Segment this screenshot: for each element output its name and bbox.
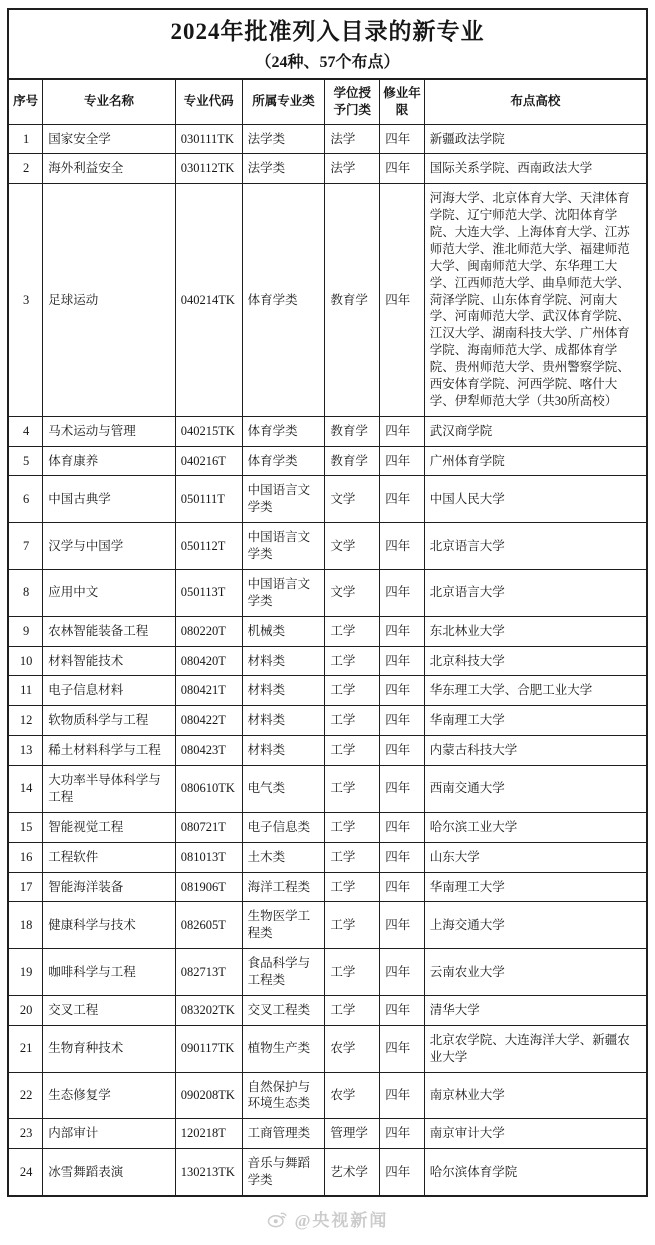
- cell-degree: 工学: [325, 995, 380, 1025]
- cell-degree: 教育学: [325, 416, 380, 446]
- header-cell-6: 布点高校: [424, 79, 646, 124]
- cell-degree: 工学: [325, 736, 380, 766]
- cell-category: 体育学类: [242, 446, 325, 476]
- cell-years: 四年: [380, 124, 425, 154]
- cell-degree: 管理学: [325, 1119, 380, 1149]
- table-row: [9, 154, 646, 184]
- table-row: [9, 476, 646, 523]
- cell-schools: 上海交通大学: [424, 902, 646, 949]
- cell-no: 12: [9, 706, 43, 736]
- cell-no: 18: [9, 902, 43, 949]
- cell-schools: 国际关系学院、西南政法大学: [424, 154, 646, 184]
- cell-category: 材料类: [242, 646, 325, 676]
- cell-code: 030112TK: [175, 154, 242, 184]
- table-row: [9, 184, 646, 416]
- cell-name: 健康科学与技术: [43, 902, 175, 949]
- cell-years: 四年: [380, 995, 425, 1025]
- cell-years: 四年: [380, 154, 425, 184]
- cell-years: 四年: [380, 646, 425, 676]
- cell-schools: 华南理工大学: [424, 706, 646, 736]
- cell-schools: 清华大学: [424, 995, 646, 1025]
- cell-category: 材料类: [242, 736, 325, 766]
- cell-degree: 文学: [325, 523, 380, 570]
- table-row: [9, 949, 646, 996]
- cell-no: 23: [9, 1119, 43, 1149]
- cell-years: 四年: [380, 1025, 425, 1072]
- weibo-icon: [267, 1209, 289, 1228]
- cell-code: 040214TK: [175, 184, 242, 416]
- cell-name: 国家安全学: [43, 124, 175, 154]
- cell-schools: 南京林业大学: [424, 1072, 646, 1119]
- cell-name: 足球运动: [43, 184, 175, 416]
- cell-degree: 文学: [325, 569, 380, 616]
- cell-name: 软物质科学与工程: [43, 706, 175, 736]
- cell-schools: 云南农业大学: [424, 949, 646, 996]
- page-subtitle: （24种、57个布点）: [255, 53, 400, 71]
- page-title: 2024年批准列入目录的新专业: [170, 19, 485, 44]
- cell-code: 082605T: [175, 902, 242, 949]
- cell-name: 稀土材料科学与工程: [43, 736, 175, 766]
- cell-category: 体育学类: [242, 416, 325, 446]
- cell-code: 050112T: [175, 523, 242, 570]
- table-row: [9, 616, 646, 646]
- table-row: [9, 842, 646, 872]
- cell-code: 080421T: [175, 676, 242, 706]
- header-cell-3: 所属专业类: [242, 79, 325, 124]
- table-row: [9, 646, 646, 676]
- cell-name: 应用中文: [43, 569, 175, 616]
- cell-years: 四年: [380, 1072, 425, 1119]
- cell-schools: 广州体育学院: [424, 446, 646, 476]
- table-row: [9, 446, 646, 476]
- table-row: [9, 569, 646, 616]
- cell-category: 生物医学工程类: [242, 902, 325, 949]
- cell-degree: 工学: [325, 812, 380, 842]
- cell-no: 7: [9, 523, 43, 570]
- cell-name: 智能海洋装备: [43, 872, 175, 902]
- table-row: [9, 1025, 646, 1072]
- cell-code: 080610TK: [175, 766, 242, 813]
- table-body: [9, 124, 646, 1195]
- cell-years: 四年: [380, 416, 425, 446]
- cell-name: 农林智能装备工程: [43, 616, 175, 646]
- cell-code: 080721T: [175, 812, 242, 842]
- cell-no: 13: [9, 736, 43, 766]
- cell-schools: 新疆政法学院: [424, 124, 646, 154]
- cell-no: 15: [9, 812, 43, 842]
- cell-code: 090208TK: [175, 1072, 242, 1119]
- cell-category: 法学类: [242, 154, 325, 184]
- cell-no: 10: [9, 646, 43, 676]
- cell-no: 1: [9, 124, 43, 154]
- cell-degree: 文学: [325, 476, 380, 523]
- cell-schools: 中国人民大学: [424, 476, 646, 523]
- header-cell-0: 序号: [9, 79, 43, 124]
- cell-degree: 工学: [325, 646, 380, 676]
- cell-schools: 北京农学院、大连海洋大学、新疆农业大学: [424, 1025, 646, 1072]
- cell-code: 081906T: [175, 872, 242, 902]
- cell-no: 6: [9, 476, 43, 523]
- cell-category: 中国语言文学类: [242, 569, 325, 616]
- table-row: [9, 1149, 646, 1195]
- cell-years: 四年: [380, 766, 425, 813]
- cell-no: 3: [9, 184, 43, 416]
- cell-name: 体育康养: [43, 446, 175, 476]
- cell-degree: 法学: [325, 124, 380, 154]
- cell-name: 生物育种技术: [43, 1025, 175, 1072]
- cell-code: 040216T: [175, 446, 242, 476]
- header-cell-4: 学位授予门类: [325, 79, 380, 124]
- cell-name: 大功率半导体科学与工程: [43, 766, 175, 813]
- cell-name: 内部审计: [43, 1119, 175, 1149]
- cell-degree: 工学: [325, 842, 380, 872]
- cell-code: 080423T: [175, 736, 242, 766]
- cell-years: 四年: [380, 736, 425, 766]
- cell-degree: 艺术学: [325, 1149, 380, 1195]
- cell-years: 四年: [380, 872, 425, 902]
- cell-degree: 工学: [325, 766, 380, 813]
- cell-degree: 教育学: [325, 184, 380, 416]
- watermark-label: @央视新闻: [294, 1210, 389, 1230]
- header-cell-2: 专业代码: [175, 79, 242, 124]
- cell-degree: 工学: [325, 872, 380, 902]
- cell-category: 电子信息类: [242, 812, 325, 842]
- cell-years: 四年: [380, 616, 425, 646]
- cell-name: 汉学与中国学: [43, 523, 175, 570]
- cell-code: 050113T: [175, 569, 242, 616]
- cell-code: 080220T: [175, 616, 242, 646]
- cell-name: 马术运动与管理: [43, 416, 175, 446]
- cell-name: 智能视觉工程: [43, 812, 175, 842]
- cell-no: 19: [9, 949, 43, 996]
- table-row: [9, 902, 646, 949]
- cell-schools: 哈尔滨工业大学: [424, 812, 646, 842]
- cell-no: 20: [9, 995, 43, 1025]
- cell-name: 海外利益安全: [43, 154, 175, 184]
- cell-no: 4: [9, 416, 43, 446]
- cell-no: 21: [9, 1025, 43, 1072]
- cell-category: 中国语言文学类: [242, 523, 325, 570]
- table-header: [9, 79, 646, 124]
- table-row: [9, 736, 646, 766]
- cell-degree: 工学: [325, 616, 380, 646]
- cell-category: 电气类: [242, 766, 325, 813]
- cell-code: 082713T: [175, 949, 242, 996]
- table-row: [9, 995, 646, 1025]
- cell-category: 材料类: [242, 676, 325, 706]
- cell-years: 四年: [380, 1149, 425, 1195]
- cell-category: 材料类: [242, 706, 325, 736]
- cell-schools: 华东理工大学、合肥工业大学: [424, 676, 646, 706]
- cell-category: 工商管理类: [242, 1119, 325, 1149]
- cell-degree: 法学: [325, 154, 380, 184]
- cell-no: 24: [9, 1149, 43, 1195]
- cell-years: 四年: [380, 842, 425, 872]
- cell-degree: 农学: [325, 1025, 380, 1072]
- cell-no: 2: [9, 154, 43, 184]
- cell-no: 17: [9, 872, 43, 902]
- cell-schools: 河海大学、北京体育大学、天津体育学院、辽宁师范大学、沈阳体育学院、大连大学、上海体育大学、江苏师范大学、淮北师范大学、福建师范大学、闽南师范大学、东华理工大学、江西师范大学、曲阜师范大学、菏泽学院、山东体育学院、河南大学、河南师范大学、武汉体育学院、江汉大学、湖南科技大学、广州体育学院、海南师范大学、成都体育学院、贵州师范大学、贵州警察学院、西安体育学院、河西学院、喀什大学、伊犁师范大学（共30所高校）: [424, 184, 646, 416]
- cell-code: 090117TK: [175, 1025, 242, 1072]
- cell-category: 自然保护与环境生态类: [242, 1072, 325, 1119]
- cell-degree: 工学: [325, 949, 380, 996]
- cell-category: 体育学类: [242, 184, 325, 416]
- cell-schools: 北京语言大学: [424, 523, 646, 570]
- cell-years: 四年: [380, 812, 425, 842]
- cell-category: 法学类: [242, 124, 325, 154]
- table-row: [9, 766, 646, 813]
- cell-schools: 哈尔滨体育学院: [424, 1149, 646, 1195]
- title-block: [9, 10, 646, 78]
- cell-category: 中国语言文学类: [242, 476, 325, 523]
- cell-schools: 武汉商学院: [424, 416, 646, 446]
- cell-years: 四年: [380, 569, 425, 616]
- cell-years: 四年: [380, 949, 425, 996]
- table-row: [9, 1119, 646, 1149]
- cell-category: 海洋工程类: [242, 872, 325, 902]
- table-row: [9, 416, 646, 446]
- cell-name: 生态修复学: [43, 1072, 175, 1119]
- cell-schools: 华南理工大学: [424, 872, 646, 902]
- cell-code: 083202TK: [175, 995, 242, 1025]
- cell-degree: 农学: [325, 1072, 380, 1119]
- cell-name: 工程软件: [43, 842, 175, 872]
- header-cell-5: 修业年限: [380, 79, 425, 124]
- cell-schools: 东北林业大学: [424, 616, 646, 646]
- cell-no: 11: [9, 676, 43, 706]
- cell-code: 050111T: [175, 476, 242, 523]
- cell-schools: 西南交通大学: [424, 766, 646, 813]
- cell-schools: 南京审计大学: [424, 1119, 646, 1149]
- cell-category: 机械类: [242, 616, 325, 646]
- cell-name: 电子信息材料: [43, 676, 175, 706]
- watermark: [7, 1197, 648, 1241]
- table-row: [9, 812, 646, 842]
- cell-category: 音乐与舞蹈学类: [242, 1149, 325, 1195]
- cell-schools: 山东大学: [424, 842, 646, 872]
- cell-name: 咖啡科学与工程: [43, 949, 175, 996]
- cell-no: 5: [9, 446, 43, 476]
- cell-schools: 北京科技大学: [424, 646, 646, 676]
- table-row: [9, 872, 646, 902]
- cell-years: 四年: [380, 184, 425, 416]
- cell-category: 植物生产类: [242, 1025, 325, 1072]
- table-row: [9, 706, 646, 736]
- cell-code: 120218T: [175, 1119, 242, 1149]
- cell-years: 四年: [380, 902, 425, 949]
- cell-years: 四年: [380, 476, 425, 523]
- table-row: [9, 676, 646, 706]
- cell-schools: 内蒙古科技大学: [424, 736, 646, 766]
- cell-degree: 教育学: [325, 446, 380, 476]
- cell-degree: 工学: [325, 706, 380, 736]
- cell-years: 四年: [380, 706, 425, 736]
- cell-years: 四年: [380, 523, 425, 570]
- cell-degree: 工学: [325, 902, 380, 949]
- cell-no: 22: [9, 1072, 43, 1119]
- cell-years: 四年: [380, 446, 425, 476]
- majors-table: [9, 78, 646, 1195]
- cell-category: 土木类: [242, 842, 325, 872]
- header-cell-1: 专业名称: [43, 79, 175, 124]
- cell-no: 16: [9, 842, 43, 872]
- cell-code: 080422T: [175, 706, 242, 736]
- cell-name: 交叉工程: [43, 995, 175, 1025]
- cell-years: 四年: [380, 1119, 425, 1149]
- cell-code: 130213TK: [175, 1149, 242, 1195]
- cell-code: 030111TK: [175, 124, 242, 154]
- cell-years: 四年: [380, 676, 425, 706]
- cell-code: 040215TK: [175, 416, 242, 446]
- cell-name: 冰雪舞蹈表演: [43, 1149, 175, 1195]
- table-row: [9, 1072, 646, 1119]
- cell-no: 14: [9, 766, 43, 813]
- table-row: [9, 124, 646, 154]
- cell-category: 交叉工程类: [242, 995, 325, 1025]
- cell-no: 9: [9, 616, 43, 646]
- cell-name: 中国古典学: [43, 476, 175, 523]
- cell-degree: 工学: [325, 676, 380, 706]
- cell-code: 081013T: [175, 842, 242, 872]
- cell-no: 8: [9, 569, 43, 616]
- table-row: [9, 523, 646, 570]
- table-frame: [7, 8, 648, 1197]
- cell-code: 080420T: [175, 646, 242, 676]
- cell-category: 食品科学与工程类: [242, 949, 325, 996]
- cell-schools: 北京语言大学: [424, 569, 646, 616]
- header-row: [9, 79, 646, 124]
- cell-name: 材料智能技术: [43, 646, 175, 676]
